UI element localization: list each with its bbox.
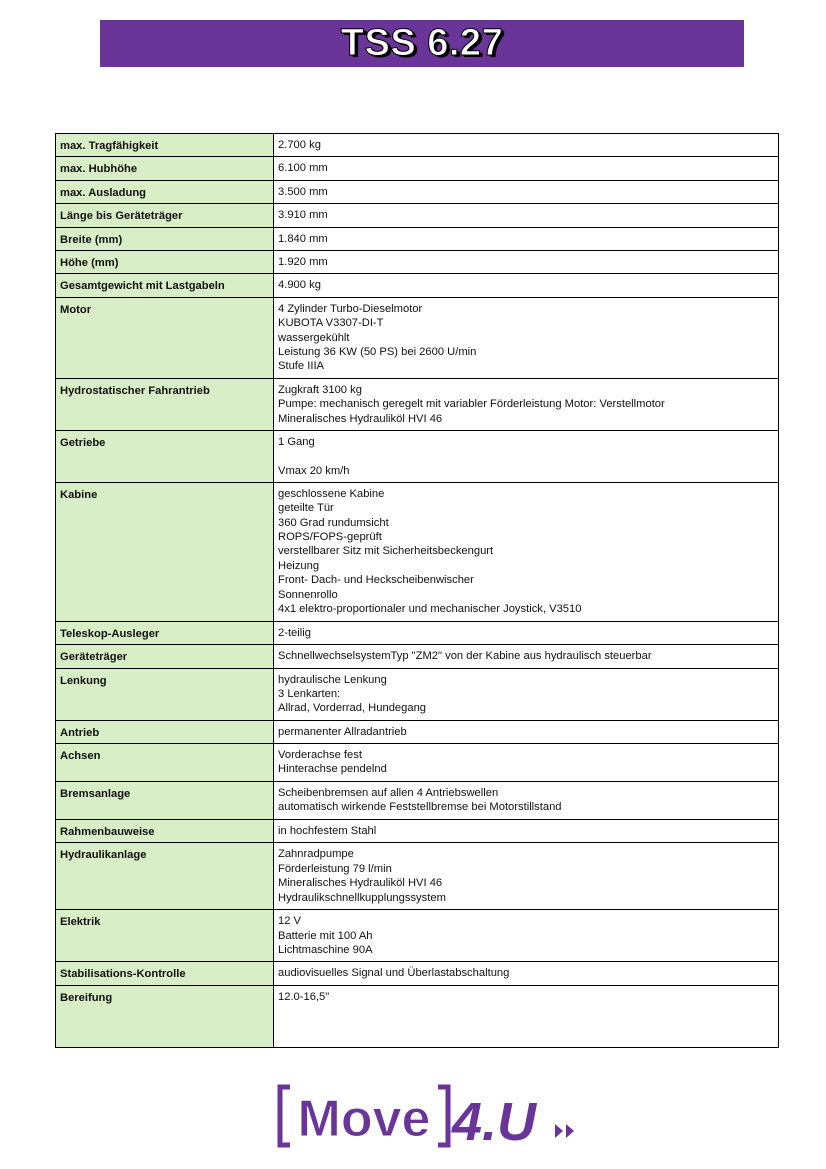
spec-value: 12.0-16,5"	[274, 985, 779, 1047]
spec-label: max. Ausladung	[56, 180, 274, 203]
spec-row	[56, 204, 779, 227]
spec-row	[56, 621, 779, 644]
spec-label: Breite (mm)	[56, 227, 274, 250]
spec-value: hydraulische Lenkung 3 Lenkarten: Allrad, Vorderrad, Hundegang	[274, 668, 779, 720]
spec-value: in hochfestem Stahl	[274, 820, 779, 843]
spec-row	[56, 720, 779, 743]
spec-row	[56, 157, 779, 180]
spec-value: 4 Zylinder Turbo-Dieselmotor KUBOTA V3307-DI-T wassergekühlt Leistung 36 KW (50 PS) bei 2600 U/min Stufe IIIA	[274, 297, 779, 378]
spec-value: 3.500 mm	[274, 180, 779, 203]
page-title: TSS 6.27	[340, 22, 504, 64]
spec-label: Länge bis Geräteträger	[56, 204, 274, 227]
spec-label: Achsen	[56, 744, 274, 782]
spec-value: geschlossene Kabine geteilte Tür 360 Grad rundumsicht ROPS/FOPS-geprüft verstellbarer Sitz mit Sicherheitsbeckengurt Heizung Front- Dach- und Heckscheibenwischer Sonnenrollo 4x1 elektro-proportionaler und mechanischer Joystick, V3510	[274, 482, 779, 621]
spec-row	[56, 668, 779, 720]
spec-label: Hydraulikanlage	[56, 843, 274, 910]
spec-label: Rahmenbauweise	[56, 820, 274, 843]
spec-value: 4.900 kg	[274, 274, 779, 297]
spec-value: 1.920 mm	[274, 251, 779, 274]
spec-row	[56, 843, 779, 910]
spec-label: Antrieb	[56, 720, 274, 743]
spec-value: 2.700 kg	[274, 134, 779, 157]
spec-row	[56, 378, 779, 430]
spec-label: Höhe (mm)	[56, 251, 274, 274]
spec-value: 6.100 mm	[274, 157, 779, 180]
spec-row	[56, 910, 779, 962]
spec-label: Bereifung	[56, 985, 274, 1047]
spec-value: SchnellwechselsystemTyp "ZM2" von der Kabine aus hydraulisch steuerbar	[274, 645, 779, 668]
spec-row	[56, 297, 779, 378]
spec-value: audiovisuelles Signal und Überlastabschaltung	[274, 962, 779, 985]
spec-value: 2-teilig	[274, 621, 779, 644]
spec-label: Gesamtgewicht mit Lastgabeln	[56, 274, 274, 297]
spec-label: Lenkung	[56, 668, 274, 720]
spec-label: Bremsanlage	[56, 782, 274, 820]
spec-label: Hydrostatischer Fahrantrieb	[56, 378, 274, 430]
spec-row	[56, 645, 779, 668]
spec-row	[56, 985, 779, 1047]
spec-table	[55, 133, 779, 1048]
spec-value: 1 Gang Vmax 20 km/h	[274, 430, 779, 482]
spec-row	[56, 180, 779, 203]
spec-row	[56, 134, 779, 157]
spec-row	[56, 962, 779, 985]
move4u-logo	[276, 1084, 586, 1148]
spec-label: Motor	[56, 297, 274, 378]
title-banner	[100, 20, 744, 67]
spec-label: max. Hubhöhe	[56, 157, 274, 180]
spec-row	[56, 274, 779, 297]
spec-row	[56, 227, 779, 250]
spec-label: Stabilisations-Kontrolle	[56, 962, 274, 985]
spec-label: Geräteträger	[56, 645, 274, 668]
spec-label: Teleskop-Ausleger	[56, 621, 274, 644]
spec-row	[56, 482, 779, 621]
logo-move-text: Move	[297, 1090, 431, 1148]
spec-row	[56, 744, 779, 782]
spec-value: 12 V Batterie mit 100 Ah Lichtmaschine 90A	[274, 910, 779, 962]
spec-row	[56, 820, 779, 843]
spec-row	[56, 430, 779, 482]
spec-row	[56, 782, 779, 820]
spec-label: max. Tragfähigkeit	[56, 134, 274, 157]
spec-value: 3.910 mm	[274, 204, 779, 227]
spec-value: permanenter Allradantrieb	[274, 720, 779, 743]
spec-value: Scheibenbremsen auf allen 4 Antriebswellen automatisch wirkende Feststellbremse bei Motorstillstand	[274, 782, 779, 820]
spec-value: Zahnradpumpe Förderleistung 79 l/min Mineralisches Hydrauliköl HVI 46 Hydraulikschnellkupplungssystem	[274, 843, 779, 910]
spec-label: Kabine	[56, 482, 274, 621]
spec-value: 1.840 mm	[274, 227, 779, 250]
spec-label: Getriebe	[56, 430, 274, 482]
spec-label: Elektrik	[56, 910, 274, 962]
spec-row	[56, 251, 779, 274]
spec-value: Zugkraft 3100 kg Pumpe: mechanisch geregelt mit variabler Förderleistung Motor: Verstellmotor Mineralisches Hydrauliköl HVI 46	[274, 378, 779, 430]
spec-value: Vorderachse fest Hinterachse pendelnd	[274, 744, 779, 782]
logo-4u-text: 4.U	[452, 1092, 537, 1148]
